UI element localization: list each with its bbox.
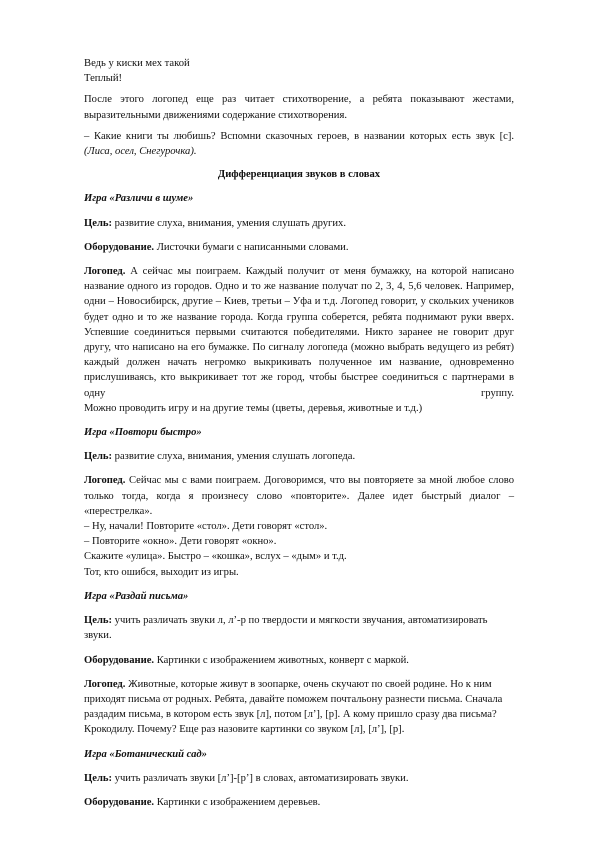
equipment-label: Оборудование. bbox=[84, 796, 155, 808]
equipment-label: Оборудование. bbox=[84, 654, 155, 666]
goal-text: развитие слуха, внимания, умения слушать других. bbox=[112, 217, 346, 229]
question-paragraph bbox=[84, 129, 514, 159]
equipment-paragraph bbox=[84, 795, 514, 810]
goal-label: Цель: bbox=[84, 615, 113, 627]
equipment-text: Картинки с изображением деревьев. bbox=[154, 796, 321, 808]
poem-line bbox=[84, 71, 514, 86]
speaker-label: Логопед. bbox=[84, 266, 126, 278]
answer-text: (Лиса, осел, Снегурочка). bbox=[84, 146, 197, 158]
section-heading: Дифференциация звуков в словах bbox=[217, 169, 381, 181]
goal-paragraph bbox=[84, 771, 514, 786]
dialog-lines bbox=[84, 519, 514, 580]
goal-text: учить различать звуки л, л’-р по твердости и мягкости звучания, автоматизировать звуки. bbox=[84, 615, 488, 642]
goal-paragraph bbox=[84, 216, 514, 231]
goal-label: Цель: bbox=[84, 451, 113, 463]
speaker-label: Логопед. bbox=[84, 678, 126, 690]
poem-line bbox=[84, 56, 514, 71]
goal-text: развитие слуха, внимания, умения слушать логопеда. bbox=[112, 451, 356, 463]
equipment-text: Картинки с изображением животных, конверт с маркой. bbox=[154, 654, 409, 666]
speaker-paragraph bbox=[84, 473, 514, 519]
speaker-paragraph bbox=[84, 264, 514, 401]
goal-label: Цель: bbox=[84, 772, 113, 784]
dialog-line: – Ну, начали! Повторите «стол». Дети говорят «стол». bbox=[84, 521, 328, 533]
speaker-label: Логопед. bbox=[84, 475, 126, 487]
goal-paragraph bbox=[84, 449, 514, 464]
goal-text: учить различать звуки [л’]-[р’] в словах, автоматизировать звуки. bbox=[112, 772, 409, 784]
equipment-label: Оборудование. bbox=[84, 241, 155, 253]
equipment-paragraph bbox=[84, 653, 514, 668]
poem-line-text: Теплый! bbox=[84, 73, 123, 85]
dialog-line: Скажите «улица». Быстро – «кошка», вслух – «дым» и т.д. bbox=[84, 551, 347, 563]
speaker-text: А сейчас мы поиграем. Каждый получит от меня бумажку, на которой написано название одного из городов. Одно и то же название получат по 2, 3, 4, 5,6 человек. Например, одни – Новосибирск, другие – Киев, третьи – Уфа и т.д. Логопед говорит, у скольких учеников будет одно и то же название города. Когда группа соберется, ребята поднимают руки вверх. Успевшие соединиться первыми считаются победителями. Никто заранее не говорит друг другу, что написано на его бумажке. По сигналу логопеда (можно выбрать ведущего из ребят) каждый должен начать негромко выкрикивать полученное им название, одновременно прислушиваясь, кто выкрикивает тот же город, чтобы быстрее соединиться с партнерами в одну группу. bbox=[84, 266, 514, 399]
game-title: Игра «Ботанический сад» bbox=[84, 748, 207, 760]
speaker-paragraph bbox=[84, 677, 514, 738]
poem-line-text: Ведь у киски мех такой bbox=[84, 58, 190, 69]
speaker-text: Сейчас мы с вами поиграем. Договоримся, что вы повторяете за мной любое слово только тогда, когда я произнесу слово «повторите». Далее идет быстрый диалог – «перестрелка». bbox=[84, 475, 514, 517]
goal-label: Цель: bbox=[84, 217, 113, 229]
equipment-paragraph bbox=[84, 240, 514, 255]
goal-paragraph bbox=[84, 613, 514, 643]
question-text: – Какие книги ты любишь? Вспомни сказочных героев, в названии которых есть звук [с]. bbox=[84, 130, 514, 142]
dialog-line: – Повторите «окно». Дети говорят «окно». bbox=[84, 536, 277, 548]
game-title: Игра «Раздай письма» bbox=[84, 590, 189, 602]
game-title: Игра «Повтори быстро» bbox=[84, 427, 202, 439]
document-page bbox=[84, 56, 514, 819]
equipment-text: Листочки бумаги с написанными словами. bbox=[154, 241, 349, 253]
extra-paragraph: Можно проводить игру и на другие темы (цветы, деревья, животные и т.д.) bbox=[84, 402, 423, 414]
intro-paragraph: После этого логопед еще раз читает стихотворение, а ребята показывают жестами, выразительными движениями содержание стихотворения. bbox=[84, 94, 514, 121]
dialog-line: Тот, кто ошибся, выходит из игры. bbox=[84, 566, 239, 578]
game-title: Игра «Различи в шуме» bbox=[84, 193, 194, 205]
speaker-text: Животные, которые живут в зоопарке, очень скучают по своей родине. Но к ним приходят письма от родных. Ребята, давайте поможем почтальону разнести письма. Сначала раздадим письма, в котором есть звук [л], потом [л’], [р]. А кому пришло сразу два письма? Крокодилу. Почему? Еще раз назовите картинки со звуком [л], [л’], [р]. bbox=[84, 678, 503, 736]
